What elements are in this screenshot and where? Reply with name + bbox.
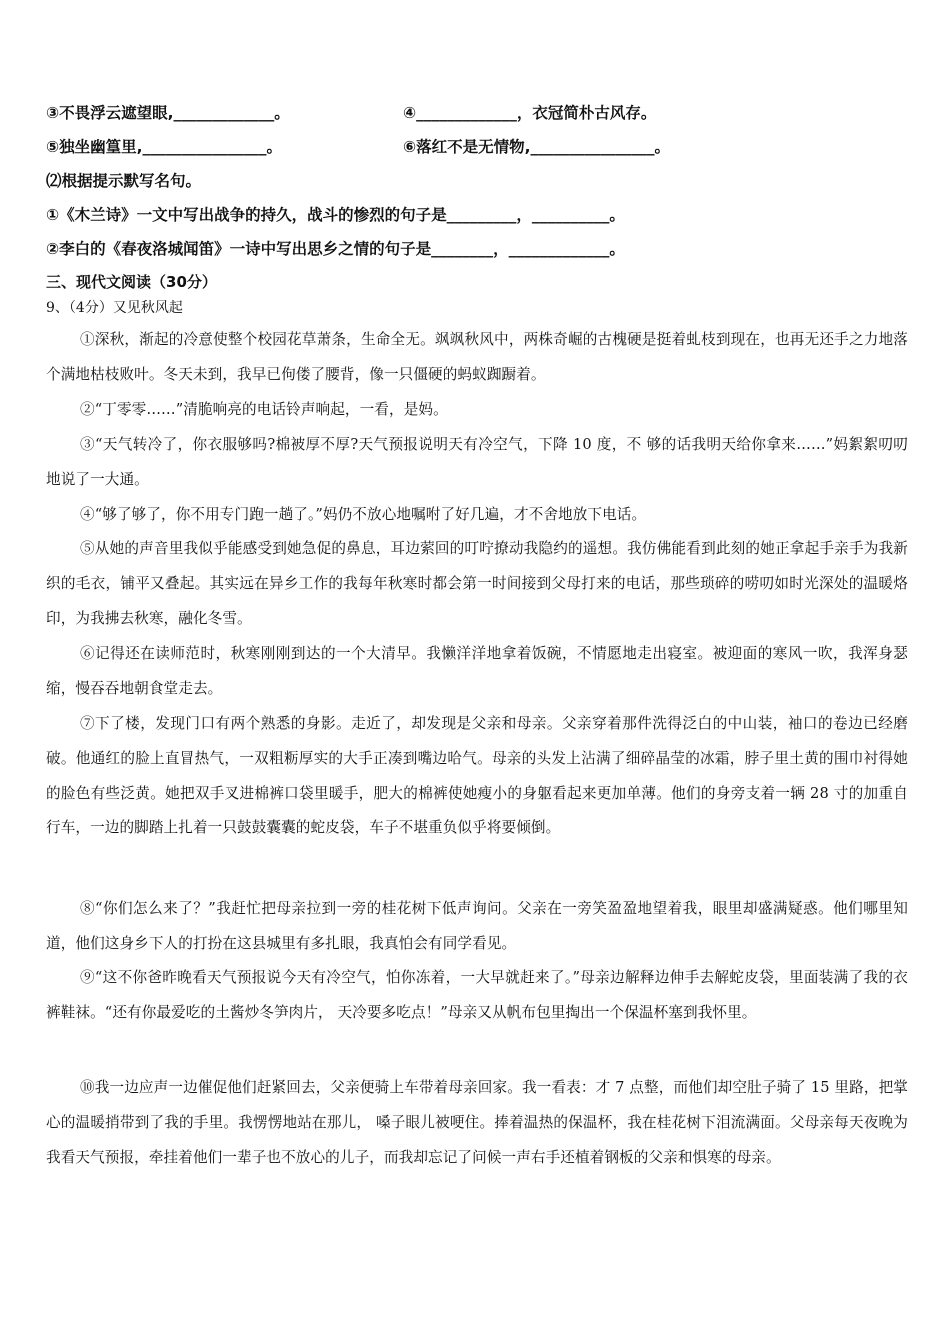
question-title: 9、（4分）又见秋风起 (46, 300, 183, 316)
section-heading: 三、现代文阅读（30分） (46, 273, 217, 291)
fill-blank-item-3: ③不畏浮云遮望眼,_____________。 (46, 104, 290, 122)
paragraph-9: ⑨“这不你爸昨晚看天气预报说今天有冷空气，怕你冻着，一大早就赶来了。”母亲边解释边伸手去解蛇皮袋，里面装满了我的衣裤鞋袜。“还有你最爱吃的土酱炒冬笋肉片， 天冷要多吃点！”母亲又从帆布包里掏出一个保温杯塞到我怀里。 (46, 969, 908, 1021)
fill-blank-question-1: ①《木兰诗》一文中写出战争的持久，战斗的惨烈的句子是_________，__________。 (46, 206, 625, 224)
paragraph-4: ④“够了够了，你不用专门跑一趟了。”妈仍不放心地嘱咐了好几遍，才不舍地放下电话。 (80, 506, 647, 523)
fill-blank-item-4: ④_____________，衣冠简朴古风存。 (403, 104, 657, 122)
fill-blank-row-2 (46, 137, 671, 157)
fill-blank-row-1 (46, 103, 657, 123)
fill-blank-item-5: ⑤独坐幽篁里,________________。 (46, 138, 283, 156)
fill-blank-item-6: ⑥落红不是无情物,________________。 (403, 138, 671, 156)
fill-blank-question-2: ②李白的《春夜洛城闻笛》一诗中写出思乡之情的句子是________，_____________。 (46, 240, 625, 258)
paragraph-5: ⑤从她的声音里我似乎能感受到她急促的鼻息，耳边萦回的叮咛撩动我隐约的遥想。我仿佛能看到此刻的她正拿起手亲手为我新织的毛衣，铺平又叠起。其实远在异乡工作的我每年秋寒时都会第一时间接到父母打来的电话，那些琐碎的唠叨如时光深处的温暖烙印，为我拂去秋寒，融化冬雪。 (46, 540, 908, 627)
paragraph-3: ③“天气转冷了，你衣服够吗?棉被厚不厚?天气预报说明天有冷空气，下降 10 度，不 够的话我明天给你拿来……”妈絮絮叨叨地说了一大通。 (46, 436, 908, 488)
paragraph-7: ⑦下了楼，发现门口有两个熟悉的身影。走近了，却发现是父亲和母亲。父亲穿着那件洗得泛白的中山装，袖口的卷边已经磨破。他通红的脸上直冒热气，一双粗粝厚实的大手正凑到嘴边哈气。母亲的头发上沾满了细碎晶莹的冰霜，脖子里土黄的围巾衬得她的脸色有些泛黄。她把双手叉进棉裤口袋里暖手，肥大的棉裤使她瘦小的身躯看起来更加单薄。他们的身旁支着一辆 28 寸的加重自行车，一边的脚踏上扎着一只鼓鼓囊囊的蛇皮袋，车子不堪重负似乎将要倾倒。 (46, 715, 908, 837)
paragraph-6: ⑥记得还在读师范时，秋寒刚刚到达的一个大清早。我懒洋洋地拿着饭碗，不情愿地走出寝室。被迎面的寒风一吹，我浑身瑟缩，慢吞吞地朝食堂走去。 (46, 645, 908, 697)
paragraph-10: ⑩我一边应声一边催促他们赶紧回去，父亲便骑上车带着母亲回家。我一看表：才 7 点整，而他们却空肚子骑了 15 里路，把掌心的温暖捎带到了我的手里。我愣愣地站在那儿， 嗓子眼儿被哽住。捧着温热的保温杯，我在桂花树下泪流满面。父母亲每天夜晚为我看天气预报，牵挂着他们一辈子也不放心的儿子，而我却忘记了问候一声右手还植着钢板的父亲和惧寒的母亲。 (46, 1079, 908, 1166)
paragraph-2: ②“丁零零……”清脆响亮的电话铃声响起，一看，是妈。 (80, 401, 448, 418)
paragraph-8: ⑧“你们怎么来了？”我赶忙把母亲拉到一旁的桂花树下低声询问。父亲在一旁笑盈盈地望着我，眼里却盛满疑惑。他们哪里知道，他们这身乡下人的打扮在这县城里有多扎眼，我真怕会有同学看见。 (46, 900, 908, 952)
paragraph-1: ①深秋，渐起的冷意使整个校园花草萧条，生命全无。飒飒秋风中，两株奇崛的古槐硬是挺着虬枝到现在，也再无还手之力地落个满地枯枝败叶。冬天未到，我早已佝偻了腰背，像一只僵硬的蚂蚁踟蹰着。 (46, 331, 908, 383)
part2-heading: ⑵根据提示默写名句。 (46, 172, 202, 190)
